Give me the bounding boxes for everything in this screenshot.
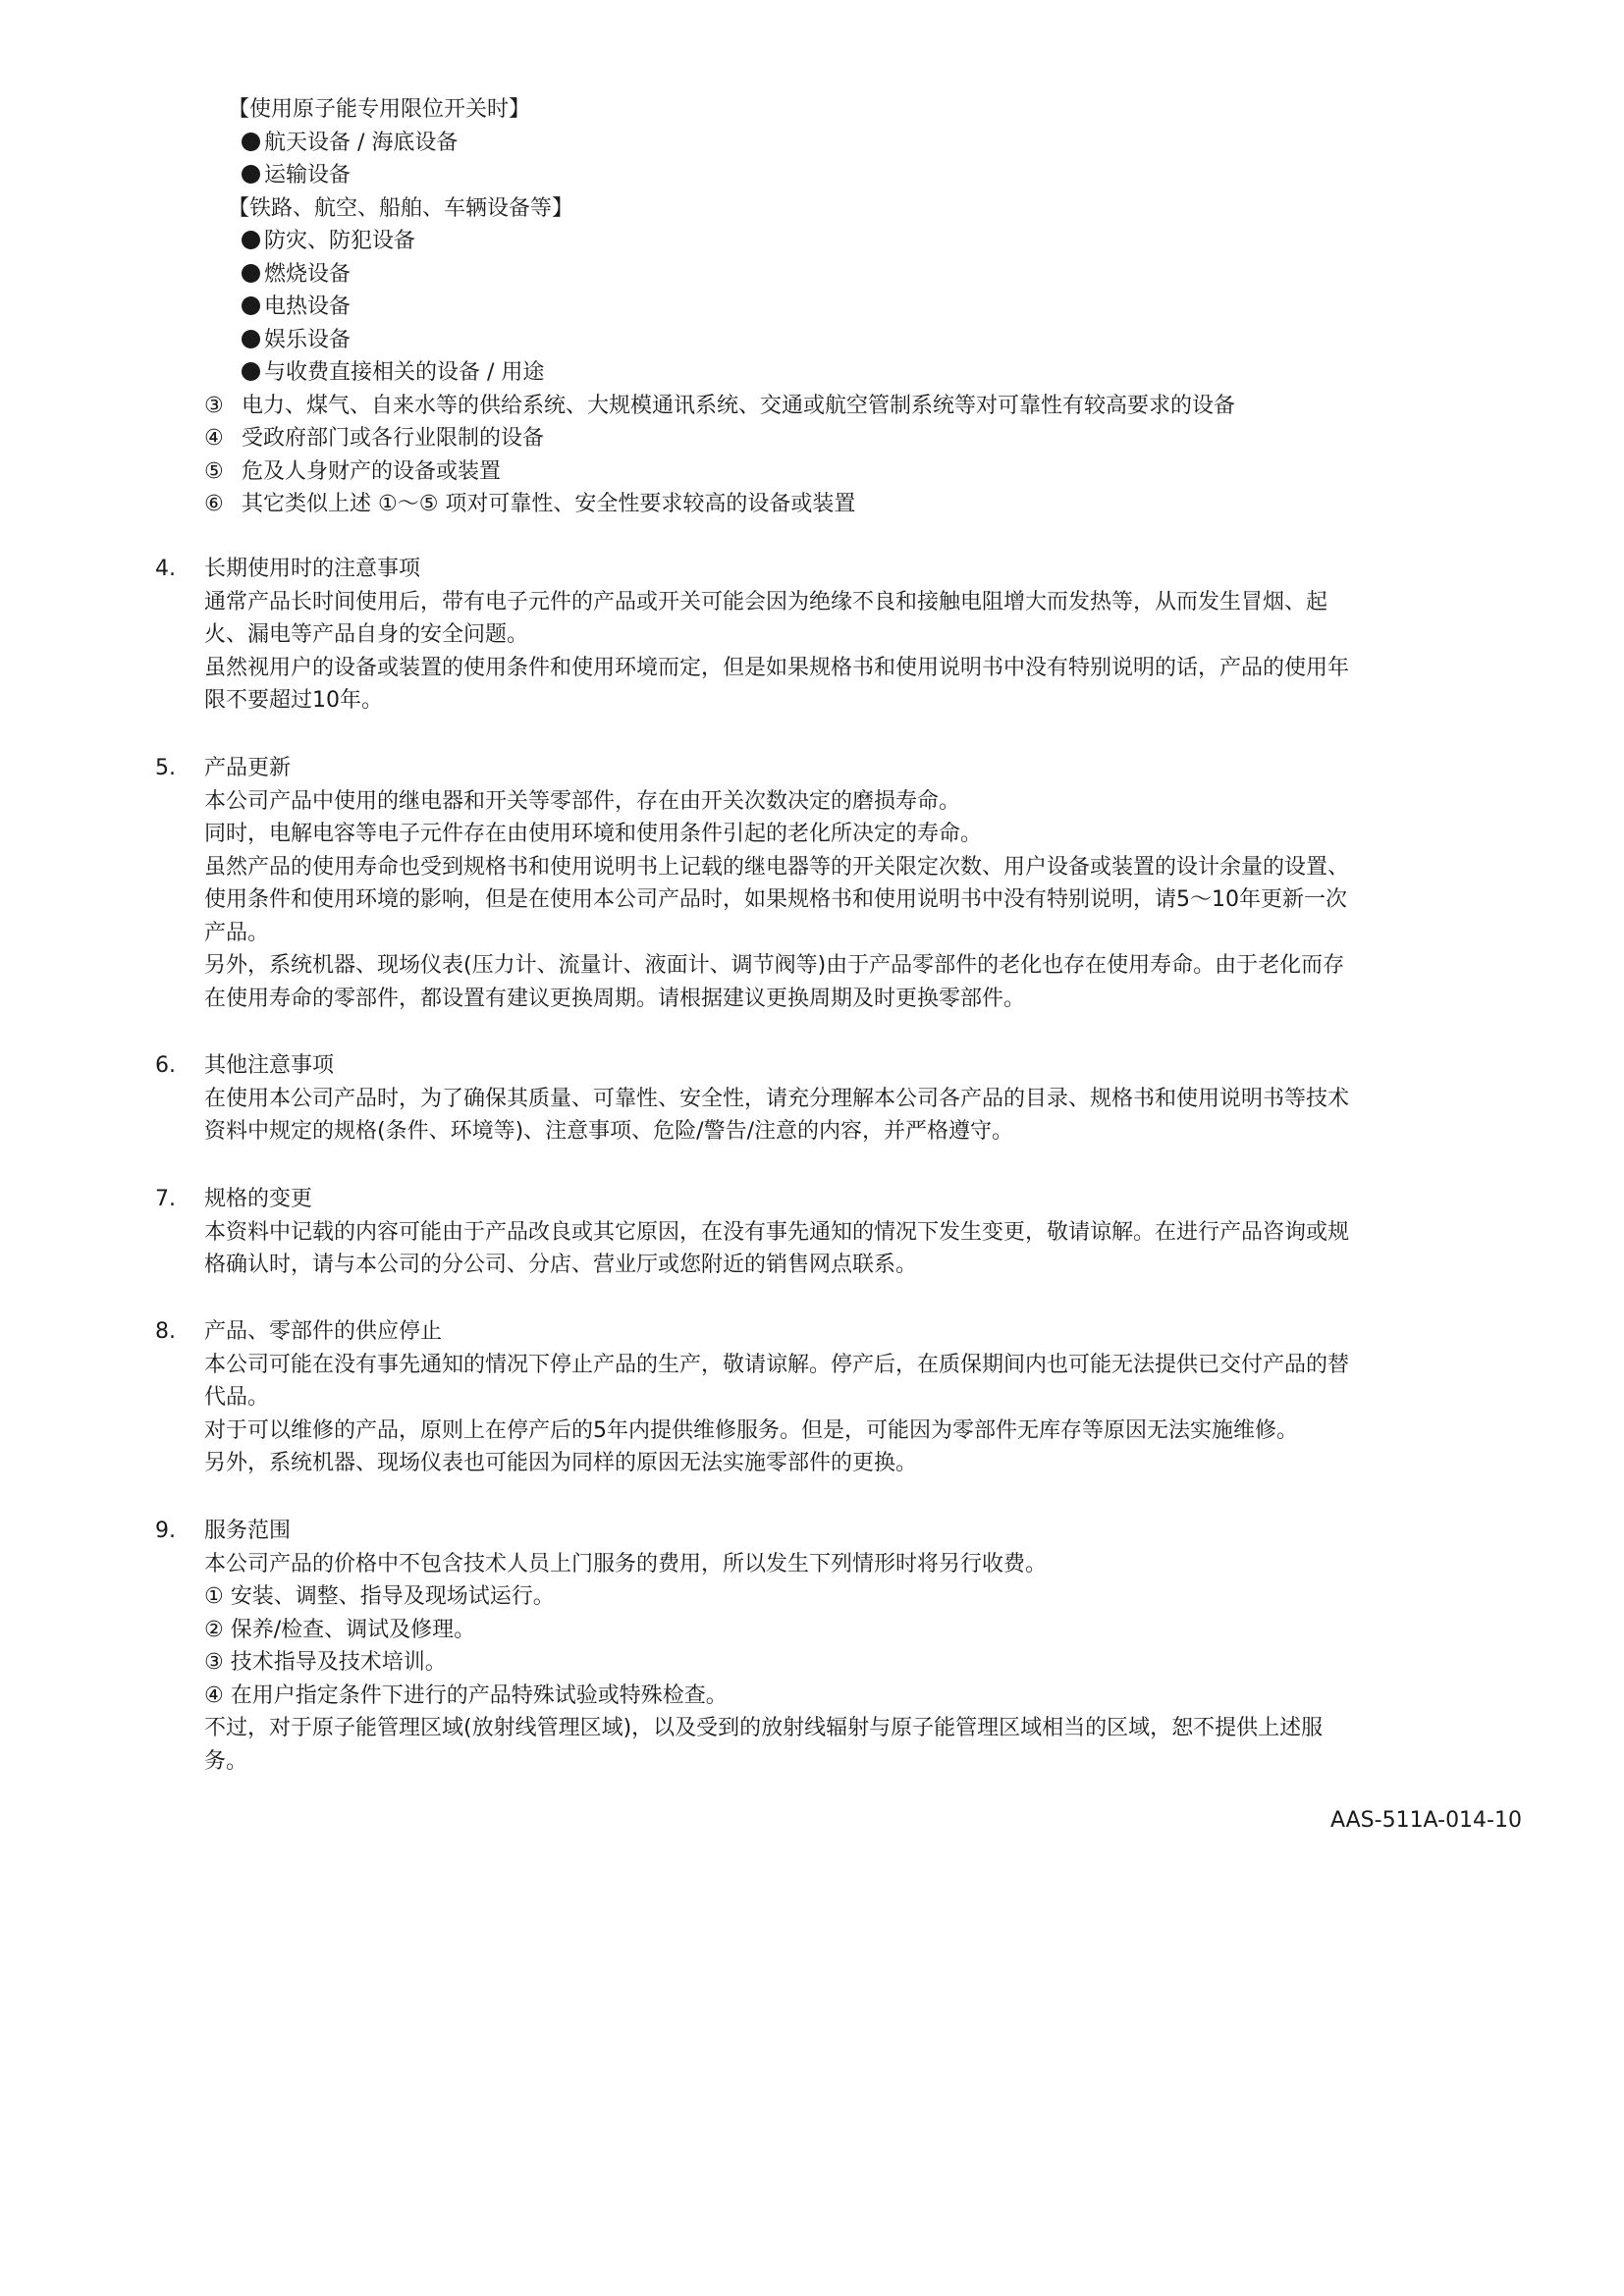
section-heading: 4. 长期使用时的注意事项 bbox=[155, 557, 421, 581]
body-line: 火、漏电等产品自身的安全问题。 bbox=[204, 622, 529, 647]
circled-item: ③ 电力、煤气、自来水等的供给系统、大规模通讯系统、交通或航空管制系统等对可靠性有较高要求的设备 bbox=[204, 393, 1236, 418]
body-line: 同时，电解电容等电子元件存在由使用环境和使用条件引起的老化所决定的寿命。 bbox=[204, 822, 983, 846]
bullet-item: 娱乐设备 bbox=[0, 324, 1624, 357]
section-6 bbox=[0, 1049, 1624, 1148]
body-line: 产品。 bbox=[204, 920, 270, 945]
body-line: 本公司产品的价格中不包含技术人员上门服务的费用，所以发生下列情形时将另行收费。 bbox=[204, 1551, 1048, 1576]
body-line: ③ 技术指导及技术培训。 bbox=[204, 1650, 447, 1675]
body-line: 务。 bbox=[204, 1748, 248, 1774]
section-4 bbox=[0, 553, 1624, 718]
body-line: 通常产品长时间使用后，带有电子元件的产品或开关可能会因为绝缘不良和接触电阻增大而发热等，从而发生冒烟、起 bbox=[204, 589, 1328, 614]
body-line: 不过，对于原子能管理区域(放射线管理区域)，以及受到的放射线辐射与原子能管理区域相当的区域，恕不提供上述服 bbox=[204, 1716, 1324, 1740]
body-line: ② 保养/检查、调试及修理。 bbox=[204, 1617, 476, 1642]
body-line: 使用条件和使用环境的影响，但是在使用本公司产品时，如果规格书和使用说明书中没有特别说明，请5～10年更新一次 bbox=[204, 887, 1347, 912]
circled-item: ④ 受政府部门或各行业限制的设备 bbox=[204, 426, 545, 451]
document-code: AAS-511A-014-10 bbox=[1329, 1808, 1522, 1833]
bullet-item: 与收费直接相关的设备 / 用途 bbox=[0, 356, 1624, 390]
bullet-icon bbox=[242, 362, 260, 381]
section-heading: 6. 其他注意事项 bbox=[155, 1053, 335, 1078]
circled-item: ⑤ 危及人身财产的设备或装置 bbox=[204, 458, 502, 484]
section-heading: 7. 规格的变更 bbox=[155, 1187, 313, 1211]
body-line: 限不要超过10年。 bbox=[204, 688, 383, 713]
bracket-heading: 【使用原子能专用限位开关时】 bbox=[228, 97, 531, 122]
body-line: 代品。 bbox=[204, 1385, 270, 1410]
body-line: 在使用本公司产品时，为了确保其质量、可靠性、安全性，请充分理解本公司各产品的目录、规格书和使用说明书等技术 bbox=[204, 1086, 1350, 1111]
bullet-icon bbox=[242, 133, 260, 151]
circled-item: ⑥ 其它类似上述 ①～⑤ 项对可靠性、安全性要求较高的设备或装置 bbox=[204, 492, 856, 516]
section-heading: 9. 服务范围 bbox=[155, 1519, 292, 1543]
body-line: 格确认时，请与本公司的分公司、分店、营业厅或您附近的销售网点联系。 bbox=[204, 1253, 918, 1277]
body-line: 本公司产品中使用的继电器和开关等零部件，存在由开关次数决定的磨损寿命。 bbox=[204, 788, 961, 814]
body-line: 虽然产品的使用寿命也受到规格书和使用说明书上记载的继电器等的开关限定次数、用户设备或装置的设计余量的设置、 bbox=[204, 854, 1350, 880]
bullet-icon bbox=[242, 296, 260, 315]
bullet-item: 航天设备 / 海底设备 bbox=[0, 127, 1624, 160]
bullet-icon bbox=[242, 330, 260, 348]
intro-list bbox=[0, 93, 1624, 521]
section-7 bbox=[0, 1183, 1624, 1282]
body-line: 本资料中记载的内容可能由于产品改良或其它原因，在没有事先通知的情况下发生变更，敬请谅解。在进行产品咨询或规 bbox=[204, 1219, 1350, 1245]
bullet-icon bbox=[242, 165, 260, 184]
section-heading: 5. 产品更新 bbox=[155, 756, 292, 780]
body-line: 另外，系统机器、现场仪表也可能因为同样的原因无法实施零部件的更换。 bbox=[204, 1451, 918, 1475]
bracket-heading: 【铁路、航空、船舶、车辆设备等】 bbox=[228, 195, 574, 221]
bullet-icon bbox=[242, 264, 260, 283]
bullet-item: 电热设备 bbox=[0, 291, 1624, 324]
body-line: 对于可以维修的产品，原则上在停产后的5年内提供维修服务。但是，可能因为零部件无库存等原因无法实施维修。 bbox=[204, 1417, 1299, 1443]
body-line: ① 安装、调整、指导及现场试运行。 bbox=[204, 1584, 555, 1609]
body-line: 本公司可能在没有事先通知的情况下停止产品的生产，敬请谅解。停产后，在质保期间内也可能无法提供已交付产品的替 bbox=[204, 1352, 1350, 1377]
body-line: ④ 在用户指定条件下进行的产品特殊试验或特殊检查。 bbox=[204, 1682, 728, 1708]
bullet-item: 运输设备 bbox=[0, 159, 1624, 192]
body-line: 在使用寿命的零部件，都设置有建议更换周期。请根据建议更换周期及时更换零部件。 bbox=[204, 986, 1026, 1011]
bullet-item: 防灾、防犯设备 bbox=[0, 225, 1624, 258]
bullet-icon bbox=[242, 231, 260, 249]
body-line: 资料中规定的规格(条件、环境等)、注意事项、危险/警告/注意的内容，并严格遵守。 bbox=[204, 1119, 1013, 1144]
section-8 bbox=[0, 1315, 1624, 1480]
body-line: 另外，系统机器、现场仪表(压力计、流量计、液面计、调节阀等)由于产品零部件的老化也存在使用寿命。由于老化而存 bbox=[204, 953, 1345, 978]
body-line: 虽然视用户的设备或装置的使用条件和使用环境而定，但是如果规格书和使用说明书中没有特别说明的话，产品的使用年 bbox=[204, 655, 1350, 680]
section-5 bbox=[0, 752, 1624, 1015]
section-heading: 8. 产品、零部件的供应停止 bbox=[155, 1319, 443, 1344]
bullet-item: 燃烧设备 bbox=[0, 258, 1624, 292]
section-9 bbox=[0, 1515, 1624, 1778]
